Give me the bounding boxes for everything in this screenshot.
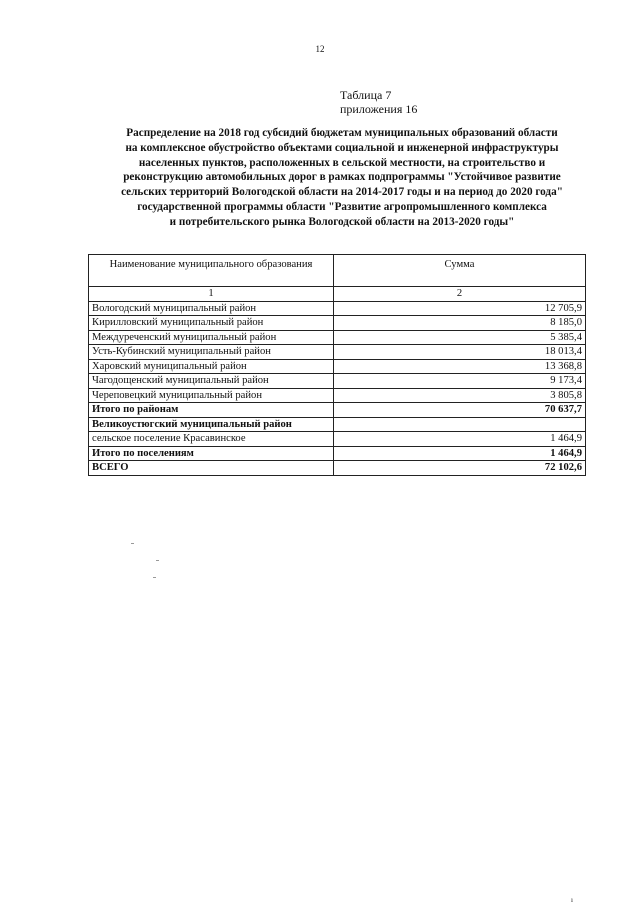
grand-total-row — [89, 461, 586, 476]
header-sum-cell: Сумма — [334, 255, 586, 287]
title-line: государственной программы области "Развитие агропромышленного комплекса — [137, 200, 547, 213]
table-row — [89, 316, 586, 331]
table-row — [89, 374, 586, 389]
scan-speck — [153, 577, 156, 578]
title-line: на комплексное обустройство объектами социальной и инженерной инфраструктуры — [125, 141, 559, 154]
table-row — [89, 345, 586, 360]
district-sum: 12 705,9 — [334, 301, 586, 316]
district-name: Усть-Кубинский муниципальный район — [89, 345, 334, 360]
district-name: Чагодощенский муниципальный район — [89, 374, 334, 389]
column-number-1: 1 — [89, 287, 334, 302]
header-name-cell: Наименование муниципального образования — [89, 255, 334, 287]
table-row — [89, 388, 586, 403]
district-name: Харовский муниципальный район — [89, 359, 334, 374]
page-number: 12 — [315, 44, 325, 54]
district-sum: 13 368,8 — [334, 359, 586, 374]
scan-mark: ı — [571, 896, 573, 904]
settlement-sum: 1 464,9 — [334, 432, 586, 447]
district-name: Череповецкий муниципальный район — [89, 388, 334, 403]
total-settlements-row — [89, 446, 586, 461]
column-number-2: 2 — [334, 287, 586, 302]
table-header-row — [89, 255, 586, 287]
column-number-row — [89, 287, 586, 302]
table-reference — [340, 88, 417, 116]
total-districts-sum: 70 637,7 — [334, 403, 586, 418]
total-districts-label: Итого по районам — [89, 403, 334, 418]
grand-total-label: ВСЕГО — [89, 461, 334, 476]
total-settlements-label: Итого по поселениям — [89, 446, 334, 461]
section-row — [89, 417, 586, 432]
table-row — [89, 432, 586, 447]
table-row — [89, 359, 586, 374]
district-name: Кирилловский муниципальный район — [89, 316, 334, 331]
district-sum: 8 185,0 — [334, 316, 586, 331]
title-line: Распределение на 2018 год субсидий бюджетам муниципальных образований области — [126, 127, 558, 139]
settlement-name: сельское поселение Красавинское — [89, 432, 334, 447]
district-sum: 18 013,4 — [334, 345, 586, 360]
appendix-reference: приложения 16 — [340, 102, 418, 116]
document-title — [96, 126, 588, 230]
total-settlements-sum: 1 464,9 — [334, 446, 586, 461]
title-line: и потребительского рынка Вологодской области на 2013-2020 годы" — [169, 215, 515, 228]
table-number: Таблица 7 — [340, 88, 392, 102]
district-sum: 5 385,4 — [334, 330, 586, 345]
section-sum — [334, 417, 586, 432]
table-row — [89, 330, 586, 345]
district-name: Вологодский муниципальный район — [89, 301, 334, 316]
grand-total-sum: 72 102,6 — [334, 461, 586, 476]
subsidy-distribution-table — [88, 254, 586, 476]
title-line: реконструкцию автомобильных дорог в рамках подпрограммы "Устойчивое развитие — [123, 171, 561, 184]
district-sum: 3 805,8 — [334, 388, 586, 403]
title-line: сельских территорий Вологодской области на 2014-2017 годы и на период до 2020 года" — [121, 186, 563, 199]
title-line: населенных пунктов, расположенных в сельской местности, на строительство и — [138, 156, 546, 169]
table-row — [89, 301, 586, 316]
district-sum: 9 173,4 — [334, 374, 586, 389]
scan-speck — [131, 543, 134, 544]
scan-speck — [156, 560, 159, 561]
district-name: Междуреченский муниципальный район — [89, 330, 334, 345]
section-label: Великоустюгский муниципальный район — [89, 417, 334, 432]
total-districts-row — [89, 403, 586, 418]
